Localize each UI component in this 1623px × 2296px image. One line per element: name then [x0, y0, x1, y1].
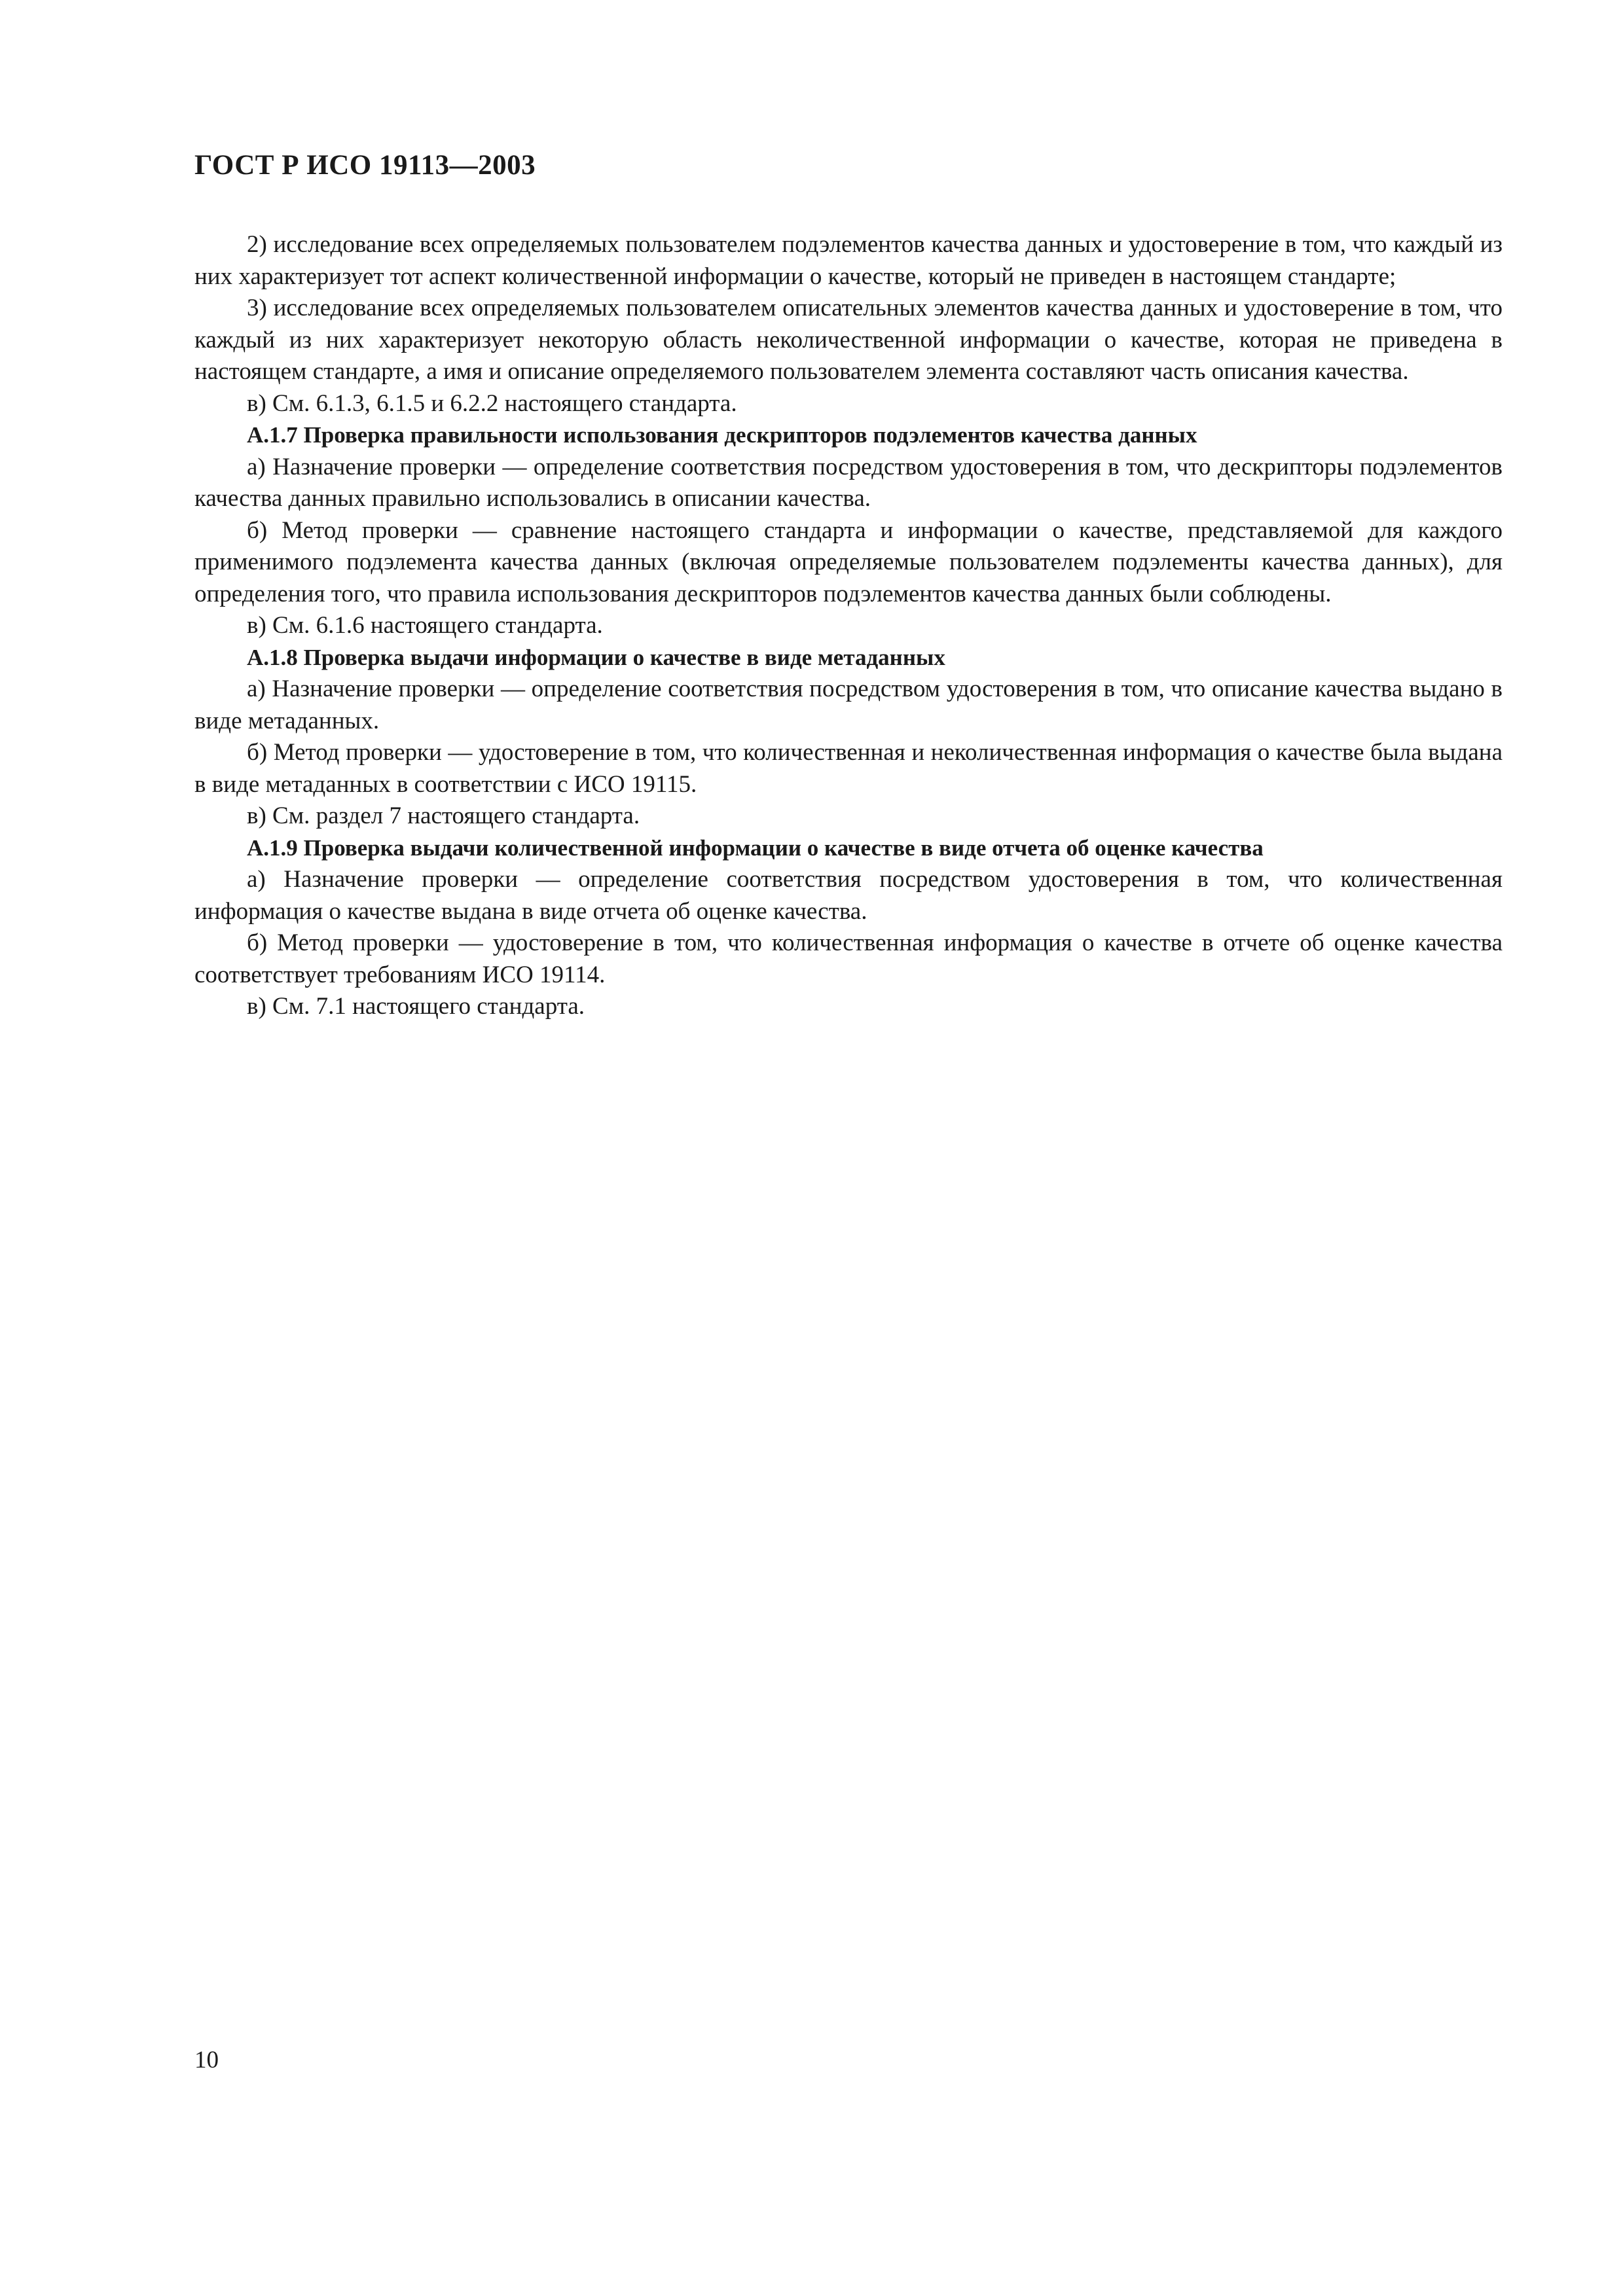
- paragraph: 3) исследование всех определяемых пользователем описательных элементов качества данных и удостоверение в том, что каждый из них характеризует некоторую область неколичественной информации о качестве, которая не приведена в настоящем стандарте, а имя и описание определяемого пользователем элемента составляют часть описания качества.: [194, 295, 1503, 385]
- section-heading-a-1-9: А.1.9 Проверка выдачи количественной информации о качестве в виде отчета об оценке качества: [247, 834, 1264, 861]
- section-heading-a-1-8: А.1.8 Проверка выдачи информации о качестве в виде метаданных: [247, 644, 945, 670]
- document-body: [194, 229, 1503, 1023]
- document-header: ГОСТ Р ИСО 19113—2003: [194, 150, 536, 181]
- page-number: 10: [194, 2047, 219, 2073]
- paragraph: б) Метод проверки — удостоверение в том, что количественная информация о качестве в отчете об оценке качества соответствует требованиям ИСО 19114.: [194, 929, 1503, 988]
- paragraph: в) См. 7.1 настоящего стандарта.: [247, 993, 585, 1020]
- paragraph: б) Метод проверки — удостоверение в том, что количественная и неколичественная информация о качестве была выдана в виде метаданных в соответствии с ИСО 19115.: [194, 739, 1503, 798]
- section-heading-a-1-7: А.1.7 Проверка правильности использования дескрипторов подэлементов качества данных: [247, 422, 1197, 448]
- paragraph: 2) исследование всех определяемых пользователем подэлементов качества данных и удостоверение в том, что каждый из них характеризует тот аспект количественной информации о качестве, который не приведен в настоящем стандарте;: [194, 231, 1503, 290]
- paragraph: в) См. 6.1.6 настоящего стандарта.: [247, 612, 603, 639]
- paragraph: а) Назначение проверки — определение соответствия посредством удостоверения в том, что описание качества выдано в виде метаданных.: [194, 675, 1503, 734]
- paragraph: а) Назначение проверки — определение соответствия посредством удостоверения в том, что дескрипторы подэлементов качества данных правильно использовались в описании качества.: [194, 453, 1503, 512]
- paragraph: в) См. раздел 7 настоящего стандарта.: [247, 802, 640, 829]
- paragraph: а) Назначение проверки — определение соответствия посредством удостоверения в том, что количественная информация о качестве выдана в виде отчета об оценке качества.: [194, 866, 1503, 925]
- paragraph: б) Метод проверки — сравнение настоящего стандарта и информации о качестве, представляемой для каждого применимого подэлемента качества данных (включая определяемые пользователем подэлементы качества данных), для определения того, что правила использования дескрипторов подэлементов качества данных были соблюдены.: [194, 516, 1503, 607]
- paragraph: в) См. 6.1.3, 6.1.5 и 6.2.2 настоящего стандарта.: [247, 389, 737, 417]
